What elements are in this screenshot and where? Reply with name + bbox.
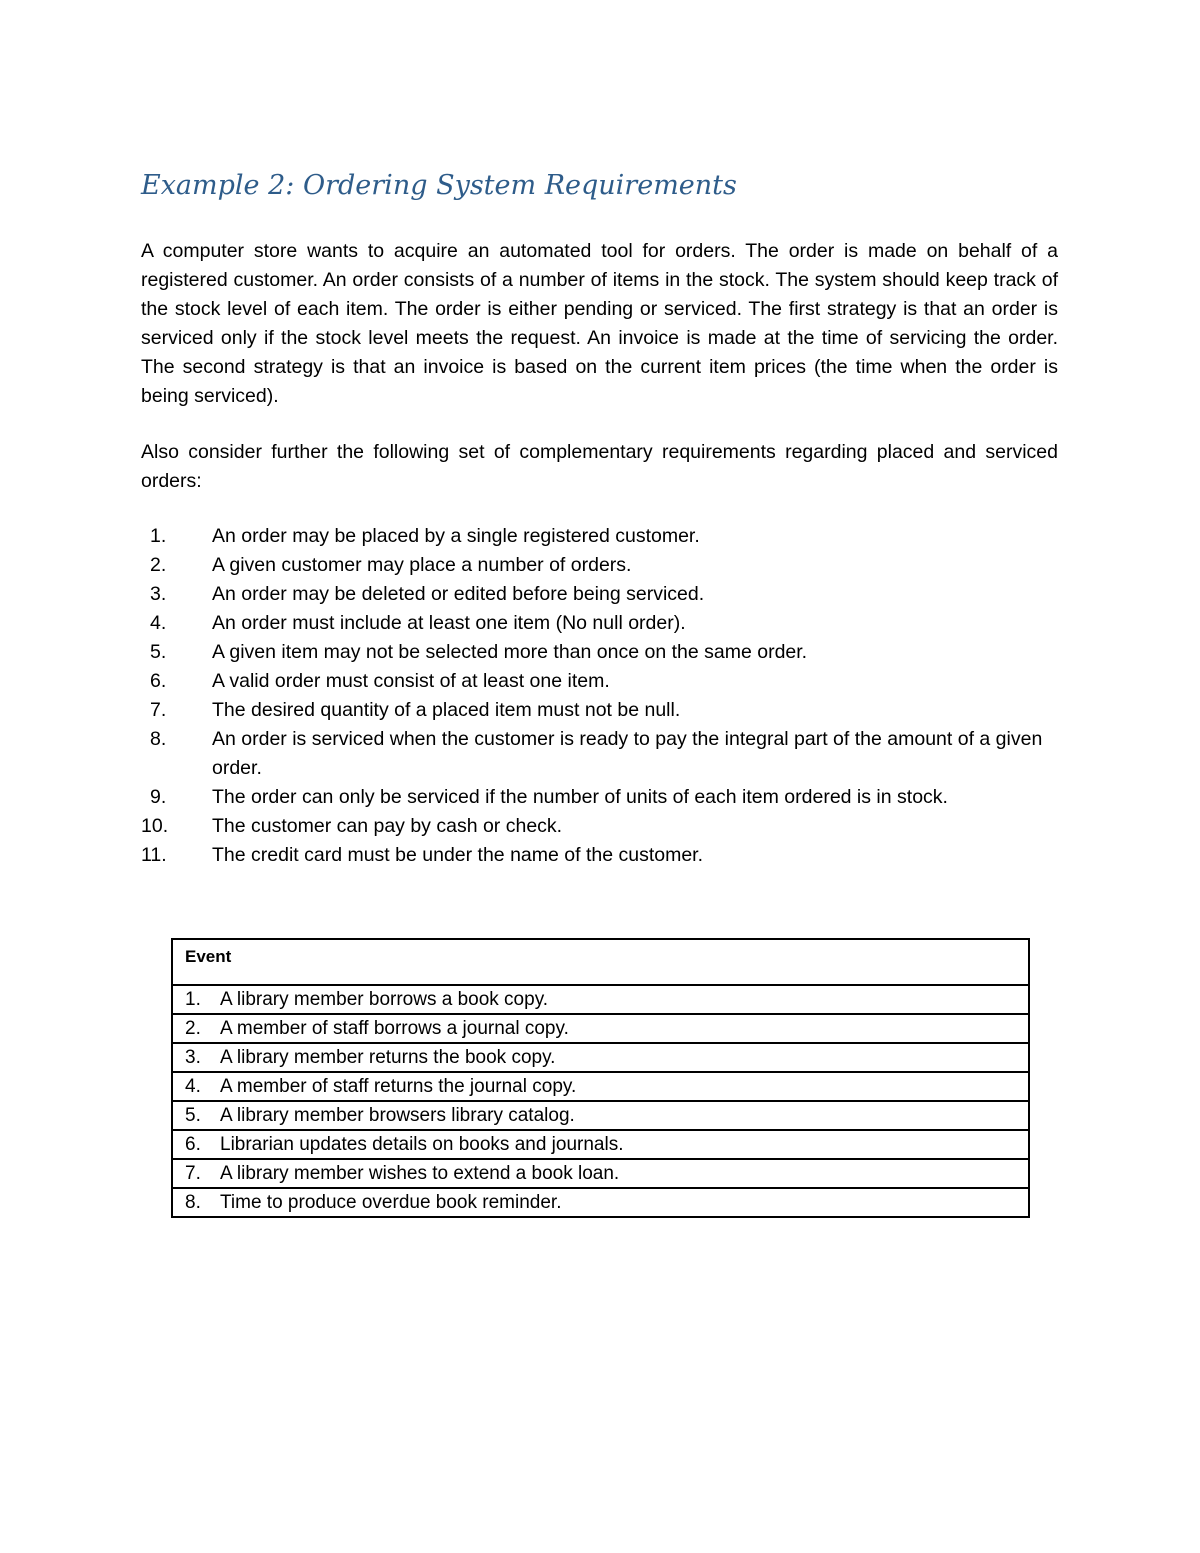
table-row <box>172 1188 1029 1217</box>
list-item <box>141 522 1051 551</box>
event-text: A library member wishes to extend a book loan. <box>220 1163 620 1184</box>
list-item-number: 8. <box>150 728 167 750</box>
event-text: Librarian updates details on books and journals. <box>220 1134 624 1155</box>
event-table <box>171 938 1030 1218</box>
table-row <box>172 1072 1029 1101</box>
table-header-row <box>172 939 1029 985</box>
list-item-number: 7. <box>150 699 167 721</box>
list-item <box>141 783 1051 812</box>
table-cell <box>172 1101 1029 1130</box>
list-item-text: An order must include at least one item (No null order). <box>212 612 686 634</box>
intro-paragraph: A computer store wants to acquire an automated tool for orders. The order is made on behalf of a registered customer. An order consists of a number of items in the stock. The system should keep track of the stock level of each item. The order is either pending or serviced. The first strategy is that an order is serviced only if the stock level meets the request. An invoice is made at the time of servicing the order. The second strategy is that an invoice is based on the current item prices (the time when the order is being serviced). <box>141 240 1058 407</box>
event-number: 4. <box>185 1076 201 1097</box>
list-item <box>141 725 1051 783</box>
event-number: 7. <box>185 1163 201 1184</box>
list-item-text: A given customer may place a number of orders. <box>212 554 632 576</box>
list-item-text: The credit card must be under the name of the customer. <box>212 844 704 866</box>
event-text: Time to produce overdue book reminder. <box>220 1192 562 1213</box>
list-item-number: 1. <box>150 525 167 547</box>
table-cell <box>172 1130 1029 1159</box>
event-number: 8. <box>185 1192 201 1213</box>
table-cell <box>172 1043 1029 1072</box>
event-text: A member of staff borrows a journal copy. <box>220 1018 569 1039</box>
list-item <box>141 638 1051 667</box>
list-item-text: The desired quantity of a placed item must not be null. <box>212 699 681 721</box>
complementary-intro-paragraph: Also consider further the following set of complementary requirements regarding placed and serviced orders: <box>141 441 1058 492</box>
event-column-header: Event <box>172 939 1029 985</box>
list-item-number: 9. <box>150 786 167 808</box>
table-cell <box>172 1014 1029 1043</box>
event-number: 1. <box>185 989 201 1010</box>
list-item-text: An order may be placed by a single registered customer. <box>212 525 700 547</box>
list-item-number: 6. <box>150 670 167 692</box>
list-item <box>141 551 1051 580</box>
list-item <box>141 609 1051 638</box>
event-number: 3. <box>185 1047 201 1068</box>
table-row <box>172 1159 1029 1188</box>
page-title: Example 2: Ordering System Requirements <box>141 170 737 201</box>
requirements-list <box>141 522 1051 870</box>
list-item-text: The customer can pay by cash or check. <box>212 815 563 837</box>
event-number: 2. <box>185 1018 201 1039</box>
event-text: A member of staff returns the journal copy. <box>220 1076 577 1097</box>
event-text: A library member returns the book copy. <box>220 1047 556 1068</box>
list-item <box>141 841 1051 870</box>
list-item-number: 5. <box>150 641 167 663</box>
list-item <box>141 812 1051 841</box>
table-cell <box>172 1188 1029 1217</box>
table-cell <box>172 985 1029 1014</box>
list-item-number: 3. <box>150 583 167 605</box>
table-row <box>172 1101 1029 1130</box>
list-item <box>141 696 1051 725</box>
table-row <box>172 1014 1029 1043</box>
list-item <box>141 667 1051 696</box>
list-item <box>141 580 1051 609</box>
event-text: A library member borrows a book copy. <box>220 989 549 1010</box>
list-item-number: 10. <box>141 815 169 837</box>
list-item-number: 11. <box>141 844 167 866</box>
list-item-text: A given item may not be selected more than once on the same order. <box>212 641 808 663</box>
list-item-text: An order may be deleted or edited before being serviced. <box>212 583 705 605</box>
event-text: A library member browsers library catalog. <box>220 1105 575 1126</box>
table-cell <box>172 1072 1029 1101</box>
list-item-text: An order is serviced when the customer is ready to pay the integral part of the amount of a given order. <box>212 728 1043 779</box>
table-row <box>172 1043 1029 1072</box>
list-item-number: 4. <box>150 612 167 634</box>
list-item-text: The order can only be serviced if the number of units of each item ordered is in stock. <box>212 786 948 808</box>
list-item-number: 2. <box>150 554 167 576</box>
list-item-text: A valid order must consist of at least one item. <box>212 670 610 692</box>
event-number: 5. <box>185 1105 201 1126</box>
table-row <box>172 985 1029 1014</box>
table-cell <box>172 1159 1029 1188</box>
event-number: 6. <box>185 1134 201 1155</box>
table-row <box>172 1130 1029 1159</box>
